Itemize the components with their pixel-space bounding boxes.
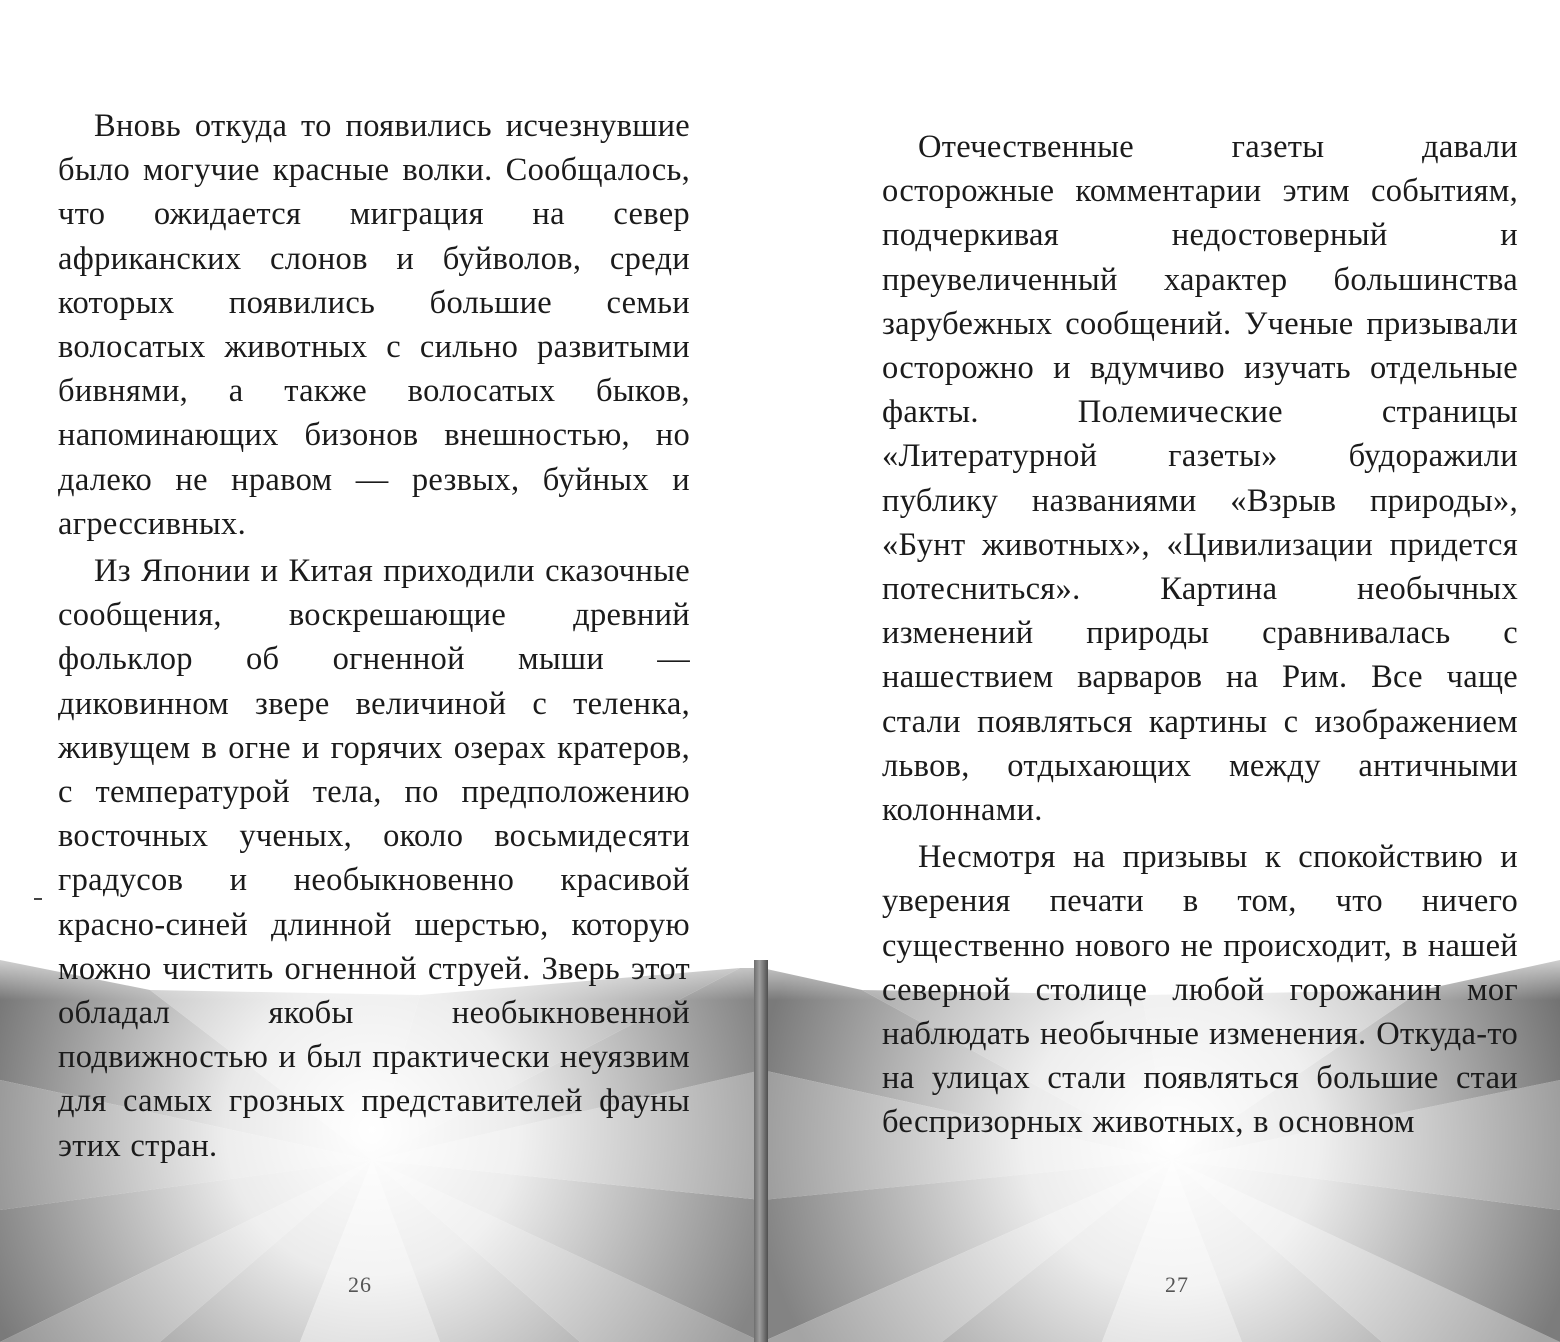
- margin-mark: [34, 898, 42, 900]
- book-gutter: [754, 960, 768, 1342]
- page-number-right: 27: [1165, 1272, 1189, 1297]
- left-page-text: [58, 104, 690, 1171]
- right-page: [762, 0, 1560, 1342]
- page-number-left: 26: [348, 1272, 372, 1297]
- paragraph: Отечественные газеты давали осторожные комментарии этим событиям, подчеркивая недостоверный и преувеличенный характер большинства зарубежных сообщений. Ученые призывали осторожно и вдумчиво изучать отдельные факты. Полемические страницы «Литературной газеты» будоражили публику названиями «Взрыв природы», «Бунт животных», «Цивилизации придется потесниться». Картина необычных изменений природы сравнивалась с нашествием варваров на Рим. Все чаще стали появляться картины с изображением львов, отдыхающих между античными колоннами.: [882, 129, 1518, 829]
- left-page: [0, 0, 762, 1342]
- paragraph: Вновь откуда то появились исчезнувшие было могучие красные волки. Сообщалось, что ожидается миграция на север африканских слонов и буйволов, среди которых появились большие семьи волосатых животных с сильно развитыми бивнями, а также волосатых быков, напоминающих бизонов внешностью, но далеко не нравом — резвых, буйных и агрессивных.: [58, 108, 690, 542]
- paragraph: Несмотря на призывы к спокойствию и уверения печати в том, что ничего существенно нового не происходит, в нашей северной столице любой горожанин мог наблюдать необычные изменения. Откуда-то на улицах стали появляться большие стаи беспризорных животных, в основном: [882, 839, 1518, 1141]
- paragraph: Из Японии и Китая приходили сказочные сообщения, воскрешающие древний фольклор об огненной мыши — диковинном звере величиной с теленка, живущем в огне и горячих озерах кратеров, с температурой тела, по предположению восточных ученых, около восьмидесяти градусов и необыкновенно красивой красно-синей длинной шерстью, которую можно чистить огненной струей. Зверь этот обладал якобы необыкновенной подвижностью и был практически неуязвим для самых грозных представителей фауны этих стран.: [58, 553, 690, 1164]
- right-page-text: [882, 125, 1518, 1148]
